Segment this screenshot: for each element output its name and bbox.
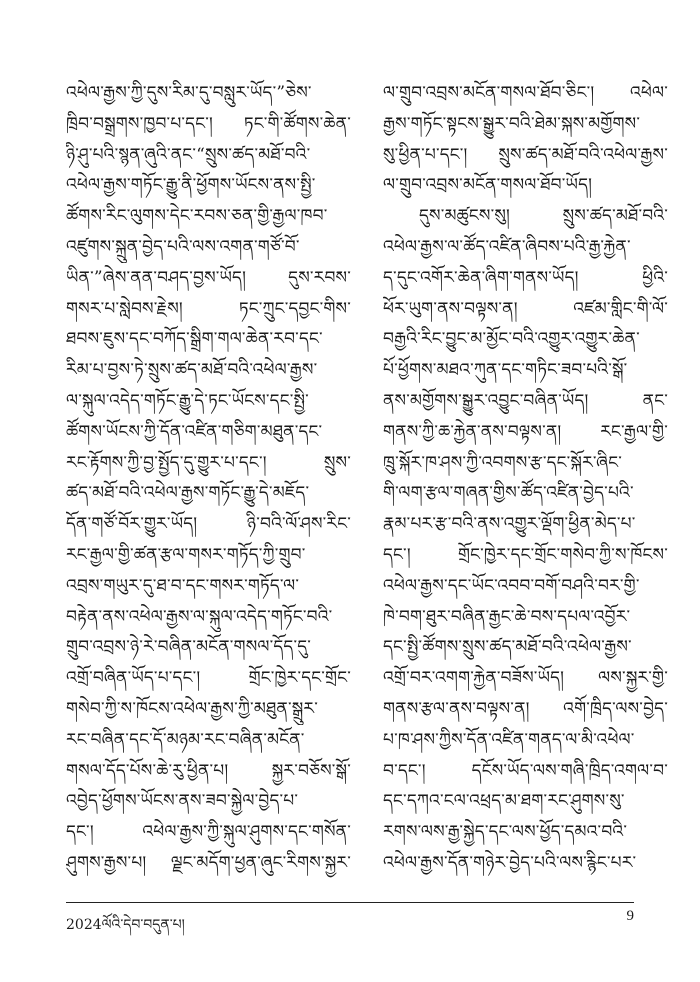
text-line: འགྲོ་བར་འགག་རྐྱེན་བཟོས་ཡོད། ལས་སྐྱར་གྱི་ xyxy=(383,668,668,689)
text-line: འབྲས་གཡུར་དུ་ཐ་བ་དང་གསར་གཏོད་ལ་ xyxy=(66,575,300,596)
text-line: གསལ་དོད་པོས་ཆེ་རུ་ཕྱིན་པ། སྐྱར་བཅོས་སྒོ་ xyxy=(66,760,351,781)
text-line: འབྱེད་ཕྱོགས་ཡོངས་ནས་ཟབ་སྐྱེལ་བྱེད་པ་ xyxy=(66,791,299,812)
text-line: པ་ཁ་ཤས་ཀྱིས་དོན་འཛིན་གནད་ལ་མི་འཕེལ་ xyxy=(383,729,635,750)
text-line: གསེབ་ཀྱི་ས་ཁོངས་འཕེལ་རྒྱས་ཀྱི་མཐུན་སྒྲུར་ xyxy=(66,698,318,719)
text-line: རྣམ་པར་རྩ་བའི་ནས་འགྱུར་ལྡོག་ཕྱིན་མེད་པ་ xyxy=(383,514,636,535)
text-line: ལ་སྐུལ་འདེད་གཏོང་རྒྱུ་དེ་ཏང་ཡོངས་དང་སྤྱི་ xyxy=(66,390,309,411)
text-line: རང་བཞིན་དང་དོ་མཉམ་རང་བཞིན་མངོན་ xyxy=(66,729,305,750)
journal-issue-label: 2024ལོའི་དེབ་བདུན་པ། xyxy=(66,917,185,933)
text-line: བ་དང་། དངོས་ཡོད་ལས་གཞི་ཁྲིད་འགལ་བ་ xyxy=(383,760,668,781)
footer-rule xyxy=(66,902,634,903)
text-line: ཡིན་”ཞེས་ནན་བཤད་བྱས་ཡོད། དུས་རབས་ xyxy=(66,267,351,288)
text-line: རགས་ལས་རྒྱ་སྐྱེད་དང་ལས་ཕྱོད་དམའ་བའི་ xyxy=(383,822,628,843)
right-text-column xyxy=(383,78,668,879)
text-line: རིམ་པ་བྱས་ཏེ་སྲུས་ཚད་མཐོ་བའི་འཕེལ་རྒྱས་ xyxy=(66,360,318,381)
text-line: རང་རྟོགས་ཀྱི་བྱ་སྤྱོད་དུ་གྱུར་པ་དང་། སྲུས་ xyxy=(66,452,351,473)
left-text-column xyxy=(66,78,351,879)
text-line: ཚད་མཐོ་བའི་འཕེལ་རྒྱས་གཏོང་རྒྱུ་དེ་མཇོད་ xyxy=(66,483,310,504)
text-line: ཤུགས་རྒྱས་པ། ལྗང་མདོག་ཕྱན་ཞུང་རིགས་སྐྱར་ xyxy=(66,852,351,873)
text-line: ཕོར་ཡུག་ནས་བལྟས་ན། འཛམ་གླིང་གི་ལོ་ xyxy=(383,298,668,319)
text-line: ཁྲིབ་བསྒྲགས་ཁྱབ་པ་དང་། ཏང་གི་ཚོགས་ཆེན་ xyxy=(66,113,351,134)
text-line: འཕེལ་རྒྱས་ཀྱི་དུས་རིམ་དུ་བསླུར་ཡོད་”ཅེས་ xyxy=(66,83,312,103)
text-line: ནས་མགྱོགས་སྒྱུར་འབྱུང་བཞིན་ཡོད། ནང་ xyxy=(383,390,668,411)
text-line: དང་། འཕེལ་རྒྱས་ཀྱི་སྐུལ་ཤུགས་དང་གསོན་ xyxy=(66,822,351,843)
text-line: ལ་གྲུབ་འབྲས་མངོན་གསལ་ཐོབ་ཡོད། xyxy=(383,175,593,196)
text-line: འཕེལ་རྒྱས་གཏོང་རྒྱུ་ནི་ཕྱོགས་ཡོངས་ནས་སྤྱི་ xyxy=(66,175,316,196)
text-line: འཕེལ་རྒྱས་དང་ཡོང་འབབ་བགོ་བཤའི་བར་གྱི་ xyxy=(383,575,640,596)
text-line: དང་སྤྱི་ཚོགས་སྲུས་ཚད་མཐོ་བའི་འཕེལ་རྒྱས་ xyxy=(383,637,632,658)
text-line: འཛུགས་སྐྲུན་བྱེད་པའི་ལས་འགན་གཙོ་བོ་ xyxy=(66,236,300,257)
text-line: དང་དཀའ་ངལ་འཕྲད་མ་ཐག་རང་ཤུགས་སུ་ xyxy=(383,791,625,812)
text-line: གསར་པ་སླེབས་རྗེས། ཏང་ཀྲུང་དབྱང་གིས་ xyxy=(66,298,351,319)
text-line: དང་། གྲོང་ཁྱེར་དང་གྲོང་གསེབ་ཀྱི་ས་ཁོངས་ xyxy=(383,544,668,565)
text-line: གྲུབ་འབྲས་ཉེ་རེ་བཞིན་མངོན་གསལ་དོད་དུ་ xyxy=(66,637,312,658)
page-number: 9 xyxy=(626,908,634,924)
text-line: གནས་རྩལ་ནས་བལྟས་ན། འགོ་ཁྲིད་ལས་བྱེད་ xyxy=(383,698,668,719)
text-line: ལ་གྲུབ་འབྲས་མངོན་གསལ་ཐོབ་ཅིང་། འཕེལ་ xyxy=(383,83,668,103)
text-line: འགྲོ་བཞིན་ཡོད་པ་དང་། གྲོང་ཁྱེར་དང་གྲོང་ xyxy=(66,668,351,689)
text-line: འཕེལ་རྒྱས་དོན་གཉེར་བྱེད་པའི་ལས་རྙིང་པར་ xyxy=(383,852,637,873)
text-line: ཉི་ཤུ་པའི་སྙན་ཞུའི་ནང་“སྲུས་ཚད་མཐོ་བའི་ xyxy=(66,144,311,165)
text-line: ཁྲུ་སྐོར་ཁ་ཤས་ཀྱི་འབགས་རྩ་དང་སྐོར་ཞིང་ xyxy=(383,452,623,473)
text-line: འཕེལ་རྒྱས་ལ་ཚོད་འཛིན་ཞིབས་པའི་རྒྱ་རྐྱེན་ xyxy=(383,236,631,257)
text-line: སུ་ཕྱིན་པ་དང་། སྲུས་ཚད་མཐོ་བའི་འཕེལ་རྒྱས་ xyxy=(383,144,668,165)
text-line: རང་རྒྱལ་གྱི་ཚན་རྩལ་གསར་གཏོད་ཀྱི་གྲུབ་ xyxy=(66,544,306,565)
text-line: བརྟེན་ནས་འཕེལ་རྒྱས་ལ་སྐུལ་འདེད་གཏོང་བའི་ xyxy=(66,606,333,627)
text-line: ཐབས་ཇུས་དང་བཀོད་སྒྲིག་གལ་ཆེན་རབ་དང་ xyxy=(66,329,323,350)
text-line: པོ་ཕྱོགས་མཐའ་ཀུན་དང་གཏིང་ཟབ་པའི་སྒོ་ xyxy=(383,360,628,381)
text-line: བརྒྱའི་རིང་བྱུང་མ་མྱོང་བའི་འགྱུར་འགྱུར་ཆེན་ xyxy=(383,329,640,350)
text-line: དོན་གཙོ་བོར་གྱུར་ཡོད། ཉི་བའི་ལོ་ཤས་རིང་ xyxy=(66,514,351,535)
text-line: གི་ལག་རྩལ་གཞན་གྱིས་ཚོད་འཛིན་བྱེད་པའི་ xyxy=(383,483,634,504)
text-line: ཚོགས་རིང་ལུགས་དེང་རབས་ཅན་གྱི་རྒྱལ་ཁབ་ xyxy=(66,206,328,227)
text-line: གནས་ཀྱི་ཆ་རྐྱེན་ནས་བལྟས་ན། རང་རྒྱལ་གྱི་ xyxy=(383,421,668,442)
text-line: ད་དུང་འགོར་ཆེན་ཞིག་གནས་ཡོད། ཕྱིའི་ xyxy=(383,267,668,288)
text-line: རྒྱས་གཏོང་སྟངས་སྒྱུར་བའི་ཐེམ་སྐས་མགྱོགས་ xyxy=(383,113,641,134)
text-line: ཁེ་བག་ཐུར་བཞིན་རྒྱང་ཆེ་བས་དཔལ་འབྱོར་ xyxy=(383,606,631,627)
text-line: ཚོགས་ཡོངས་ཀྱི་དོན་འཛིན་གཅིག་མཐུན་དང་ xyxy=(66,421,323,442)
text-line: དུས་མཚུངས་སུ། སྲུས་ཚད་མཐོ་བའི་ xyxy=(419,206,668,227)
